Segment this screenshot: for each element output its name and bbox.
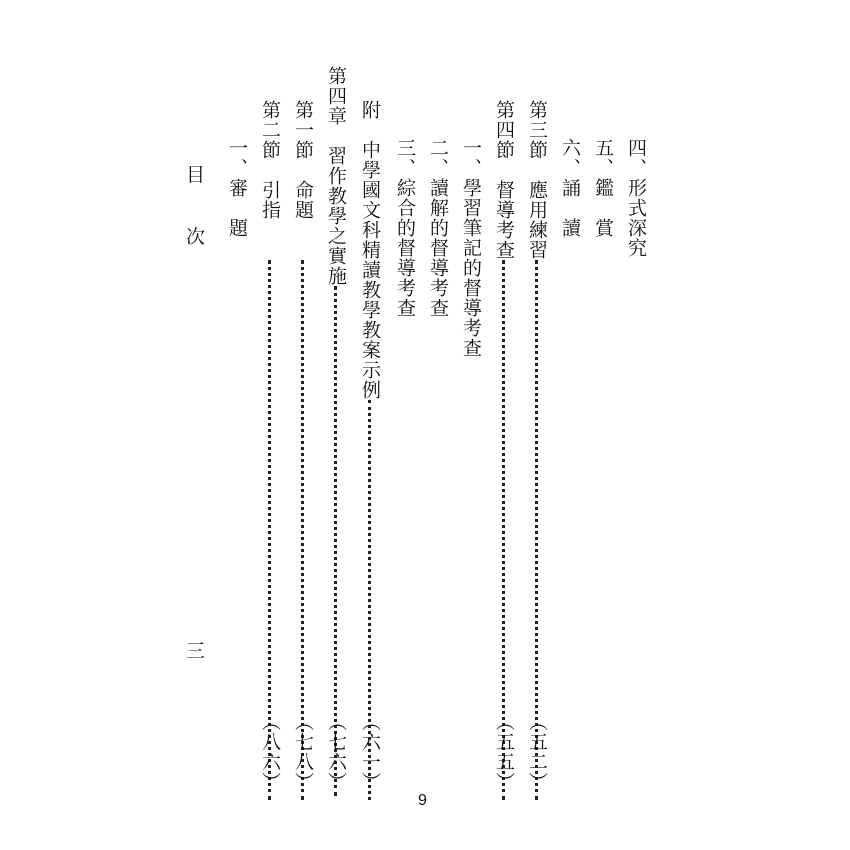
toc-entry-text: 二、讀解的督導考查 — [427, 138, 449, 318]
toc-entry — [289, 100, 317, 792]
toc-entry-text: 第一節 命題 — [292, 100, 314, 220]
page-number: （七八） — [292, 712, 314, 792]
toc-entry-text: 第四節 督導考查 — [493, 100, 515, 260]
toc-entry-text: 五、鑑 賞 — [592, 138, 614, 238]
toc-entry-text: 四、形式深究 — [625, 138, 647, 258]
toc-entry-text: 第二節 引指 — [259, 100, 281, 220]
page-number: （七六） — [325, 712, 347, 792]
page-number: （五二） — [526, 712, 548, 792]
toc-entry-text: 第四章 習作教學之實施 — [325, 66, 347, 286]
toc-entry-text: 一、學習筆記的督導考查 — [460, 138, 482, 358]
toc-entry-text: 一、審 題 — [226, 138, 248, 238]
toc-entry — [589, 138, 617, 238]
toc-entry — [391, 138, 419, 318]
page-number: （八六） — [259, 712, 281, 792]
footer-page-number: 9 — [418, 792, 427, 809]
running-header-char: 目 — [186, 164, 206, 186]
running-header-char: 次 — [186, 226, 206, 248]
toc-entry — [622, 138, 650, 258]
page-number: （五五） — [493, 712, 515, 792]
toc-entry-text: 第三節 應用練習 — [526, 100, 548, 260]
toc-entry — [256, 100, 284, 792]
toc-entry-text: 三、綜合的督導考查 — [394, 138, 416, 318]
toc-entry-text: 附 中學國文科精讀教學教案示例 — [359, 100, 381, 400]
toc-entry-text: 六、誦 讀 — [559, 138, 581, 238]
toc-entry — [556, 138, 584, 238]
running-header-page-mark: 三 — [186, 640, 206, 662]
page-number: （六一） — [359, 712, 381, 792]
toc-entry — [223, 138, 251, 238]
toc-entry — [490, 100, 518, 792]
toc-entry — [457, 138, 485, 358]
toc-entry — [356, 100, 384, 792]
toc-entry — [322, 66, 350, 792]
toc-entry — [424, 138, 452, 318]
toc-entry — [523, 100, 551, 792]
